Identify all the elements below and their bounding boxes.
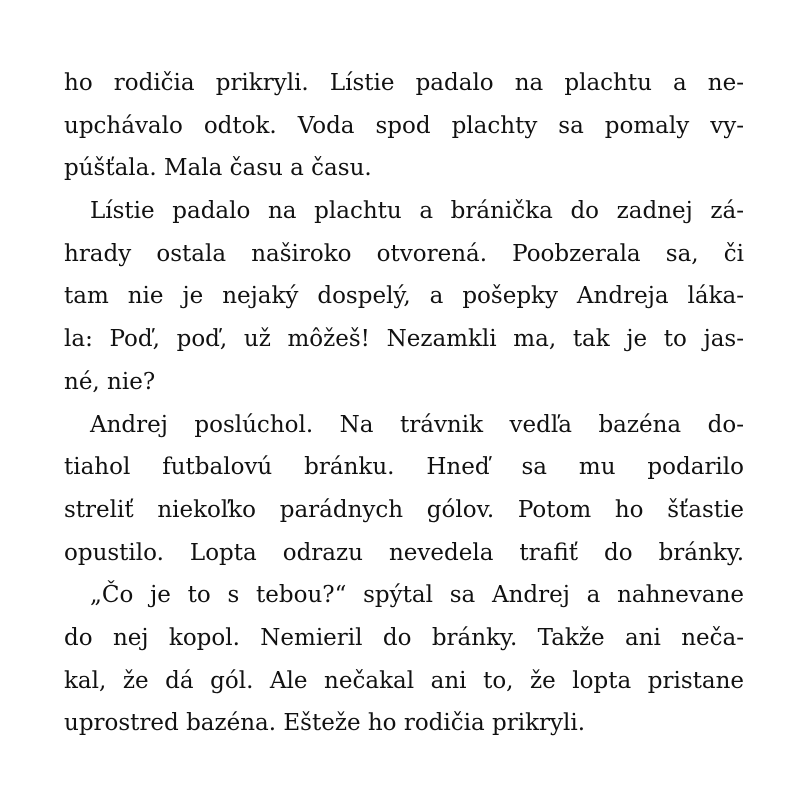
text-line: Andrej poslúchol. Na trávnik vedľa bazéna do- [90,411,744,438]
text-line: opustilo. Lopta odrazu nevedela trafiť do bránky. [64,539,744,566]
text-line: tiahol futbalovú bránku. Hneď sa mu podarilo [64,454,744,481]
text-line: né, nie? [64,368,156,395]
text-line: púšťala. Mala času a času. [64,155,372,182]
text-line: kal, že dá gól. Ale nečakal ani to, že lopta pristane [64,667,744,694]
text-line: tam nie je nejaký dospelý, a pošepky Andreja láka- [64,283,744,310]
text-line: Lístie padalo na plachtu a bránička do zadnej zá- [90,198,744,225]
body-text [64,62,744,745]
text-line: streliť niekoľko parádnych gólov. Potom ho šťastie [64,496,744,523]
text-line: hrady ostala naširoko otvorená. Poobzerala sa, či [64,240,744,267]
text-line: ho rodičia prikryli. Lístie padalo na plachtu a ne- [64,70,744,96]
text-line: la: Poď, poď, už môžeš! Nezamkli ma, tak je to jas- [64,326,744,353]
text-line: upchávalo odtok. Voda spod plachty sa pomaly vy- [64,112,744,139]
text-line: uprostred bazéna. Ešteže ho rodičia prikryli. [64,710,586,737]
text-line: do nej kopol. Nemieril do bránky. Takže ani neča- [64,624,744,651]
text-line: „Čo je to s tebou?“ spýtal sa Andrej a nahnevane [90,582,744,609]
